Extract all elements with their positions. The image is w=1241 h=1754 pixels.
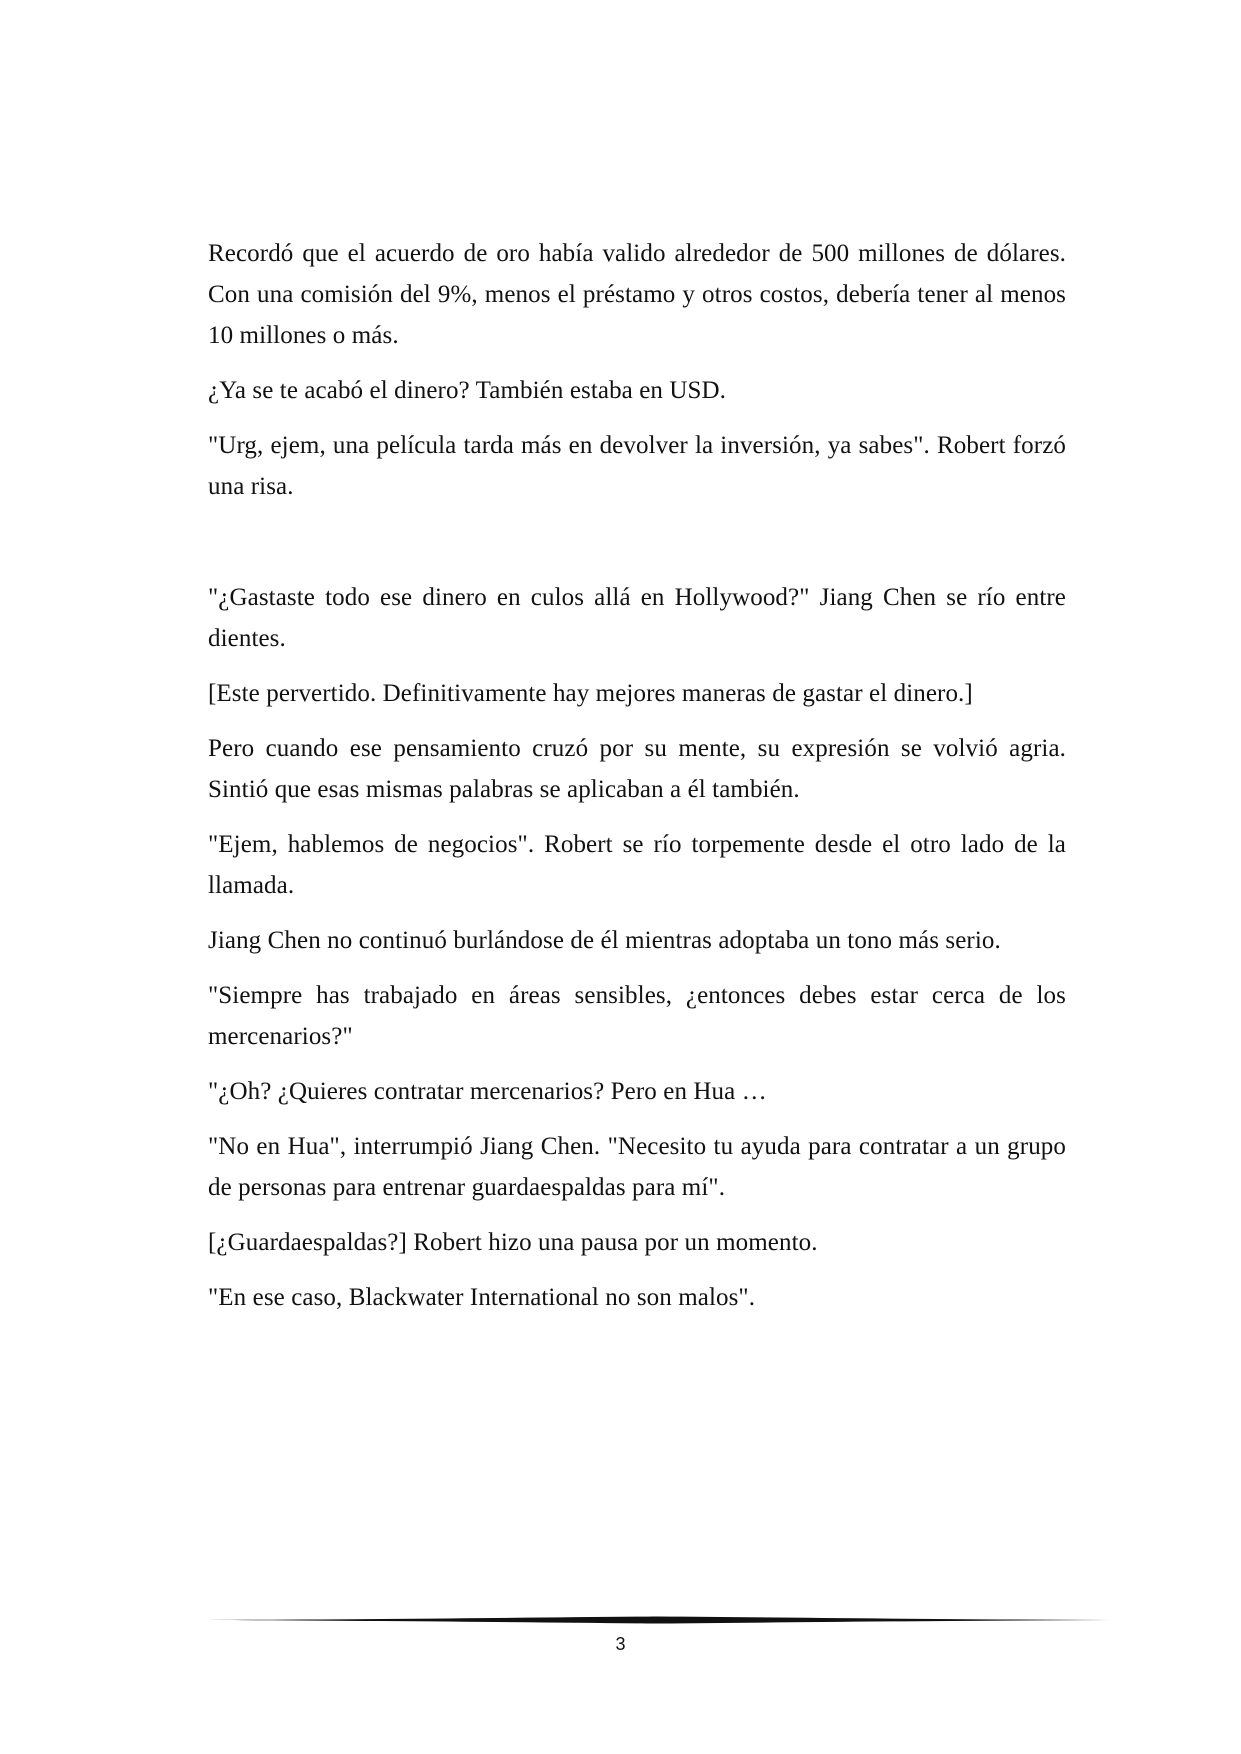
paragraph: ¿Ya se te acabó el dinero? También estaba en USD. [208, 377, 727, 404]
paragraph: "¿Oh? ¿Quieres contratar mercenarios? Pero en Hua … [208, 1078, 767, 1105]
page-body [208, 233, 1066, 1332]
paragraph: "Siempre has trabajado en áreas sensibles, ¿entonces debes estar cerca de los mercenarios?" [208, 982, 1066, 1050]
paragraph: Pero cuando ese pensamiento cruzó por su mente, su expresión se volvió agria. Sintió que esas mismas palabras se aplicaban a él también. [208, 735, 1066, 803]
page-number: 3 [615, 1634, 626, 1654]
paragraph: "En ese caso, Blackwater International no son malos". [208, 1284, 756, 1311]
paragraph: "Urg, ejem, una película tarda más en devolver la inversión, ya sabes". Robert forzó una risa. [208, 432, 1066, 500]
footer-divider [208, 1614, 1110, 1626]
paragraph: [¿Guardaespaldas?] Robert hizo una pausa por un momento. [208, 1229, 818, 1256]
section-gap [208, 521, 1066, 577]
paragraph: Recordó que el acuerdo de oro había valido alrededor de 500 millones de dólares. Con una comisión del 9%, menos el préstamo y otros costos, debería tener al menos 10 millones o más. [208, 240, 1066, 349]
paragraph: [Este pervertido. Definitivamente hay mejores maneras de gastar el dinero.] [208, 680, 973, 707]
paragraph: "No en Hua", interrumpió Jiang Chen. "Necesito tu ayuda para contratar a un grupo de personas para entrenar guardaespaldas para mí". [208, 1133, 1066, 1201]
paragraph: Jiang Chen no continuó burlándose de él mientras adoptaba un tono más serio. [208, 927, 1001, 954]
paragraph: "Ejem, hablemos de negocios". Robert se río torpemente desde el otro lado de la llamada. [208, 831, 1066, 899]
paragraph: "¿Gastaste todo ese dinero en culos allá en Hollywood?" Jiang Chen se río entre dientes. [208, 584, 1066, 652]
